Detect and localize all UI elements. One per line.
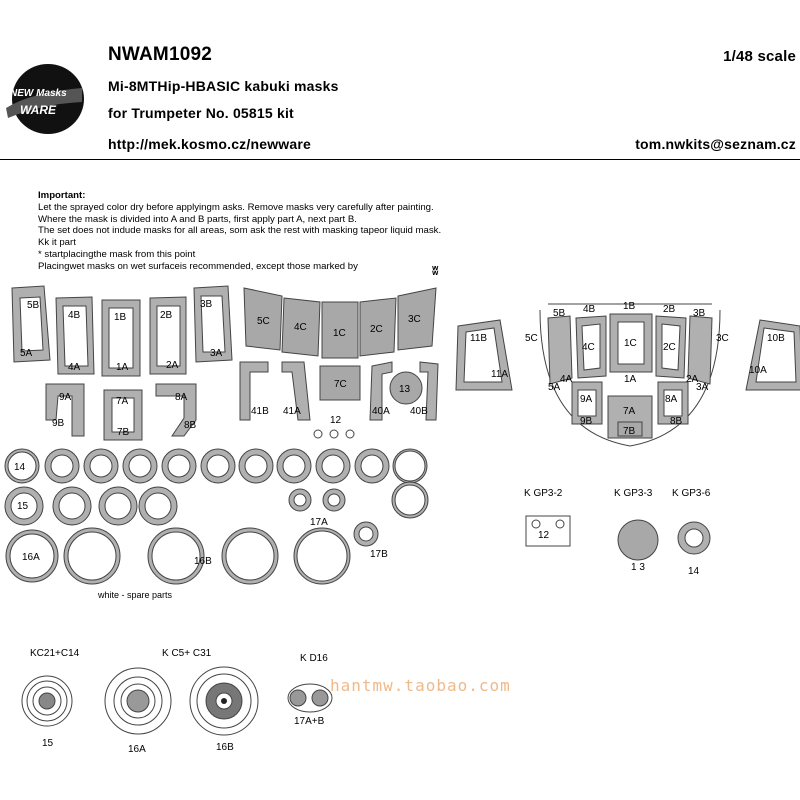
svg-text:8A: 8A [175,392,188,403]
wheel-drawings [22,667,332,735]
part-16a-label: 16A [128,744,146,755]
svg-text:5B: 5B [27,300,40,311]
mask-ring-hole [59,493,85,519]
svg-text:10A: 10A [749,365,767,376]
svg-text:3A: 3A [696,382,709,393]
instruction-line: Where the mask is divided into A and B parts, first apply part A, next part B. [38,213,357,225]
svg-text:9B: 9B [580,416,593,427]
svg-text:11A: 11A [491,369,509,380]
watermark: hantmw.taobao.com [330,676,511,695]
wet-mask-symbol: ʬ [432,264,439,278]
mask-ring-hole [207,455,229,477]
svg-text:15: 15 [17,501,29,512]
mask-ring-hole [283,455,305,477]
svg-text:9A: 9A [59,392,72,403]
mask-ring-hole [395,451,425,481]
part-16b-label: 16B [216,742,234,753]
mask-ring-hole [328,494,340,506]
svg-text:4C: 4C [294,322,307,333]
mask-ring-hole [245,455,267,477]
mask-ring-hole [226,532,274,580]
round-window-masks [5,449,428,584]
part-14-label: 14 [688,566,700,577]
svg-text:13: 13 [399,384,411,395]
logo-line2: WARE [20,103,56,117]
svg-text:7B: 7B [117,427,130,438]
mask-ring-hole [361,455,383,477]
instructions-heading: Important: [38,190,86,201]
mask-ring-hole [297,531,347,581]
svg-text:8A: 8A [665,394,678,405]
svg-text:41A: 41A [283,406,301,417]
svg-text:1A: 1A [116,362,129,373]
svg-text:1A: 1A [624,374,637,385]
product-subtitle: for Trumpeter No. 05815 kit [108,105,294,121]
svg-text:4A: 4A [68,362,81,373]
svg-text:40B: 40B [410,406,428,417]
svg-text:5A: 5A [548,382,561,393]
kd16-label: K D16 [300,653,328,664]
svg-text:17A: 17A [310,517,328,528]
kgp-parts [526,516,710,560]
svg-text:4B: 4B [68,310,81,321]
mask-ring-hole [294,494,306,506]
kgp3-2-label: K GP3-2 [524,488,563,499]
svg-text:4A: 4A [560,374,573,385]
svg-text:7C: 7C [334,379,347,390]
part-17ab-label: 17A+B [294,716,325,727]
part-15-label: 15 [42,738,54,749]
svg-text:9B: 9B [52,418,65,429]
kc5-label: K C5+ C31 [162,648,212,659]
contact-email[interactable]: tom.nwkits@seznam.cz [635,136,796,152]
mask-ring-hole [152,532,200,580]
mask-ring-hole [322,455,344,477]
svg-text:40A: 40A [372,406,390,417]
left-solid-panels [244,288,436,404]
svg-text:4C: 4C [582,342,595,353]
product-title: Mi-8MTHip-HBASIC kabuki masks [108,78,339,94]
left-lower-frames [46,384,197,440]
svg-text:5B: 5B [553,308,566,319]
svg-text:41B: 41B [251,406,269,417]
svg-text:2C: 2C [663,342,676,353]
kc21-label: KC21+C14 [30,648,80,659]
product-code: NWAM1092 [108,44,213,65]
svg-text:8B: 8B [670,416,683,427]
instruction-line: * startplacingthe mask from this point [38,248,196,260]
svg-text:1B: 1B [114,312,127,323]
instruction-line: The set does not indude masks for all areas, som ask the rest with masking tapeor liquid mask. [38,225,442,237]
svg-text:8B: 8B [184,420,197,431]
svg-text:1B: 1B [623,301,636,312]
logo-line1: NEW Masks [10,88,67,99]
mask-ring-hole [395,485,425,515]
svg-text:3B: 3B [200,299,213,310]
mask-ring-hole [68,532,116,580]
svg-text:3C: 3C [408,314,421,325]
svg-text:16A: 16A [22,552,40,563]
svg-text:17B: 17B [370,549,388,560]
mask-ring-hole [129,455,151,477]
svg-text:11B: 11B [470,333,488,344]
mask-ring-hole [90,455,112,477]
svg-text:7B: 7B [623,426,636,437]
mask-ring-hole [168,455,190,477]
svg-text:5A: 5A [20,348,33,359]
svg-text:2A: 2A [166,360,179,371]
mask-ring-hole [359,527,373,541]
mask-ring-hole [51,455,73,477]
svg-text:1C: 1C [624,338,637,349]
mask-ring-hole [105,493,131,519]
svg-text:16B: 16B [194,556,212,567]
part-12-label: 12 [538,530,550,541]
scale-label: 1/48 scale [723,48,796,65]
spare-parts-note: white - spare parts [98,590,173,600]
svg-text:1C: 1C [333,328,346,339]
website-url[interactable]: http://mek.kosmo.cz/newware [108,136,312,152]
svg-text:9A: 9A [580,394,593,405]
svg-text:5C: 5C [257,316,270,327]
svg-text:2B: 2B [160,310,173,321]
svg-text:12: 12 [330,415,342,426]
svg-text:4B: 4B [583,304,596,315]
kgp3-6-label: K GP3-6 [672,488,711,499]
instruction-line: Let the sprayed color dry before applyingm asks. Remove masks very carefully after painting. [38,201,434,213]
svg-text:3A: 3A [210,348,223,359]
left-top-labels [20,299,223,373]
svg-text:7A: 7A [623,406,636,417]
svg-text:2C: 2C [370,324,383,335]
svg-text:3B: 3B [693,308,706,319]
kgp3-3-label: K GP3-3 [614,488,653,499]
svg-text:7A: 7A [116,396,129,407]
part-13-label: 1 3 [631,562,645,573]
instruction-line: Placingwet masks on wet surfaceis recommended, except those marked by [38,260,358,272]
svg-text:3C: 3C [716,333,729,344]
svg-text:2A: 2A [686,374,699,385]
svg-text:14: 14 [14,462,26,473]
svg-text:5C: 5C [525,333,538,344]
svg-text:2B: 2B [663,304,676,315]
mask-ring-hole [145,493,171,519]
instruction-line: Kk it part [38,237,76,249]
svg-text:10B: 10B [767,333,785,344]
